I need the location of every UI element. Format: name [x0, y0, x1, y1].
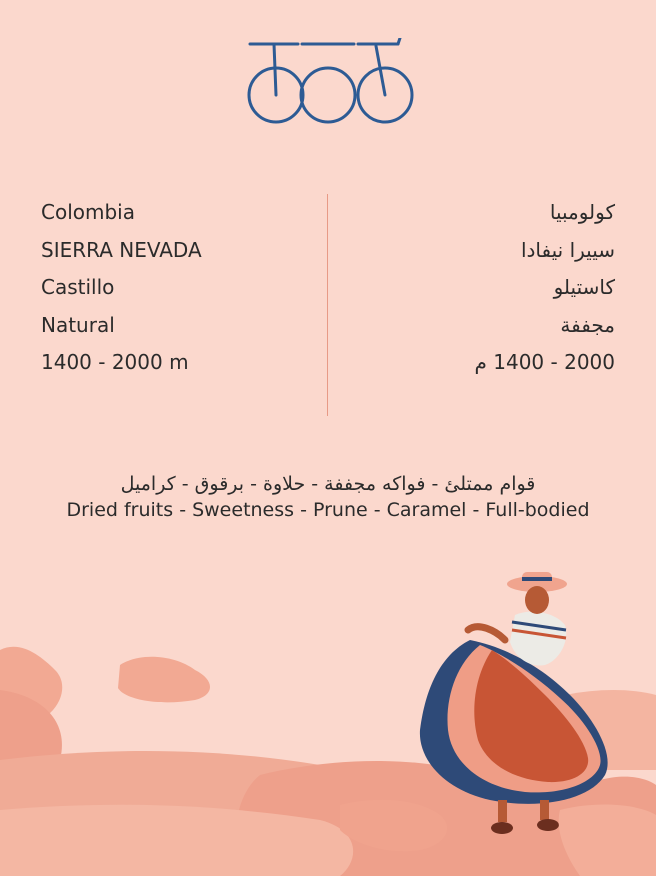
process-en: Natural: [41, 312, 115, 337]
variety-en: Castillo: [41, 275, 115, 299]
details-english: [41, 200, 202, 388]
region-en: SIERRA NEVADA: [41, 237, 202, 262]
country-ar: كولومبيا: [549, 200, 615, 224]
bicycle-wordmark-icon: [240, 38, 416, 124]
country-en: Colombia: [41, 200, 135, 224]
tasting-notes-arabic: قوام ممتلئ - فواكه مجففة - حلاوة - برقوق - كراميل: [120, 473, 536, 495]
tasting-notes-english: Dried fruits - Sweetness - Prune - Caramel - Full-bodied: [66, 499, 590, 521]
region-ar: سييرا نيفادا: [520, 237, 615, 262]
process-ar: مجففة: [560, 312, 615, 337]
dancer-illustration: [0, 560, 656, 876]
column-divider: [327, 194, 328, 416]
altitude-ar: 2000 - 1400 م: [474, 350, 615, 374]
altitude-en: 1400 - 2000 m: [41, 350, 189, 374]
details-arabic: [475, 200, 616, 388]
variety-ar: كاستيلو: [553, 275, 615, 299]
